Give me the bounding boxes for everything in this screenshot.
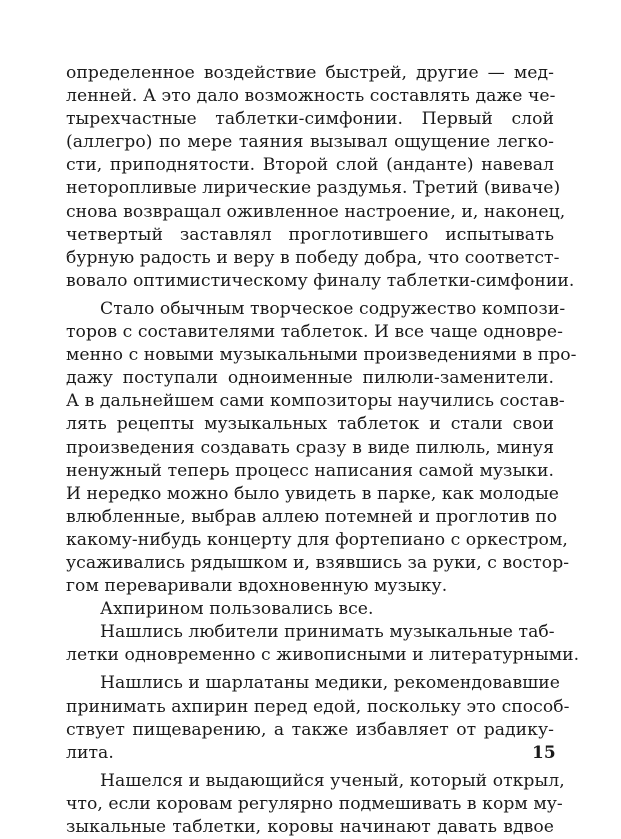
- text-line: менно с новыми музыкальными произведениями в про-: [66, 345, 577, 366]
- text-line: А в дальнейшем сами композиторы научились состав-: [66, 391, 565, 412]
- text-line: летки одновременно с живописными и литературными.: [66, 645, 580, 666]
- text-line: (аллегро) по мере таяния вызывал ощущение легко-: [66, 132, 554, 153]
- text-line: Нашлись и шарлатаны медики, рекомендовавшие: [100, 673, 560, 694]
- text-line: Нашелся и выдающийся ученый, который открыл,: [100, 770, 565, 791]
- text-line: усаживались рядышком и, взявшись за руки, с востор-: [66, 552, 570, 573]
- text-line: определенное воздействие быстрей, другие — мед-: [66, 63, 554, 83]
- text-line: ствует пищеварению, а также избавляет от радику-: [66, 719, 554, 740]
- text-line: принимать ахпирин перед едой, поскольку это способ-: [66, 696, 570, 717]
- paragraph-6: [66, 770, 565, 839]
- text-line: бурную радость и веру в победу добра, что соответст-: [66, 247, 560, 268]
- text-line: тырехчастные таблетки-симфонии. Первый слой: [66, 109, 554, 130]
- paragraph-2: [66, 298, 577, 598]
- text-line: снова возвращал оживленное настроение, и, наконец,: [66, 201, 566, 222]
- text-line: что, если коровам регулярно подмешивать в корм му-: [66, 793, 563, 814]
- text-line: Ахпирином пользовались все.: [100, 599, 374, 620]
- text-line: Стало обычным творческое содружество компози-: [100, 298, 566, 319]
- paragraph-1: [66, 62, 575, 293]
- paragraph-4: [66, 621, 580, 667]
- paragraph-3: [66, 598, 554, 621]
- text-line: неторопливые лирические раздумья. Третий (виваче): [66, 178, 561, 199]
- text-line: ненужный теперь процесс написания самой музыки.: [66, 460, 554, 481]
- text-line: гом переваривали вдохновенную музыку.: [66, 576, 448, 597]
- text-line: лять рецепты музыкальных таблеток и стали свои: [66, 414, 554, 435]
- paragraph-5: [66, 672, 570, 764]
- text-line: ленней. А это дало возможность составлять даже че-: [66, 86, 556, 107]
- text-line: четвертый заставлял проглотившего испытывать: [66, 224, 554, 245]
- body-text: [66, 62, 580, 839]
- text-line: влюбленные, выбрав аллею потемней и проглотив по: [66, 506, 558, 527]
- text-line: лита.: [66, 742, 114, 763]
- text-line: какому-нибудь концерту для фортепиано с оркестром,: [66, 529, 568, 550]
- text-line: дажу поступали одноименные пилюли-заменители.: [66, 368, 554, 389]
- page-number: 15: [532, 743, 556, 763]
- text-line: сти, приподнятости. Второй слой (анданте) навевал: [66, 155, 554, 176]
- text-line: произведения создавать сразу в виде пилюль, минуя: [66, 437, 554, 458]
- text-line: И нередко можно было увидеть в парке, как молодые: [66, 483, 560, 504]
- text-line: зыкальные таблетки, коровы начинают давать вдвое: [66, 817, 554, 837]
- text-line: торов с составителями таблеток. И все чаще одновре-: [66, 322, 563, 343]
- text-line: Нашлись любители принимать музыкальные таб-: [100, 622, 555, 643]
- text-line: вовало оптимистическому финалу таблетки-симфонии.: [66, 270, 575, 291]
